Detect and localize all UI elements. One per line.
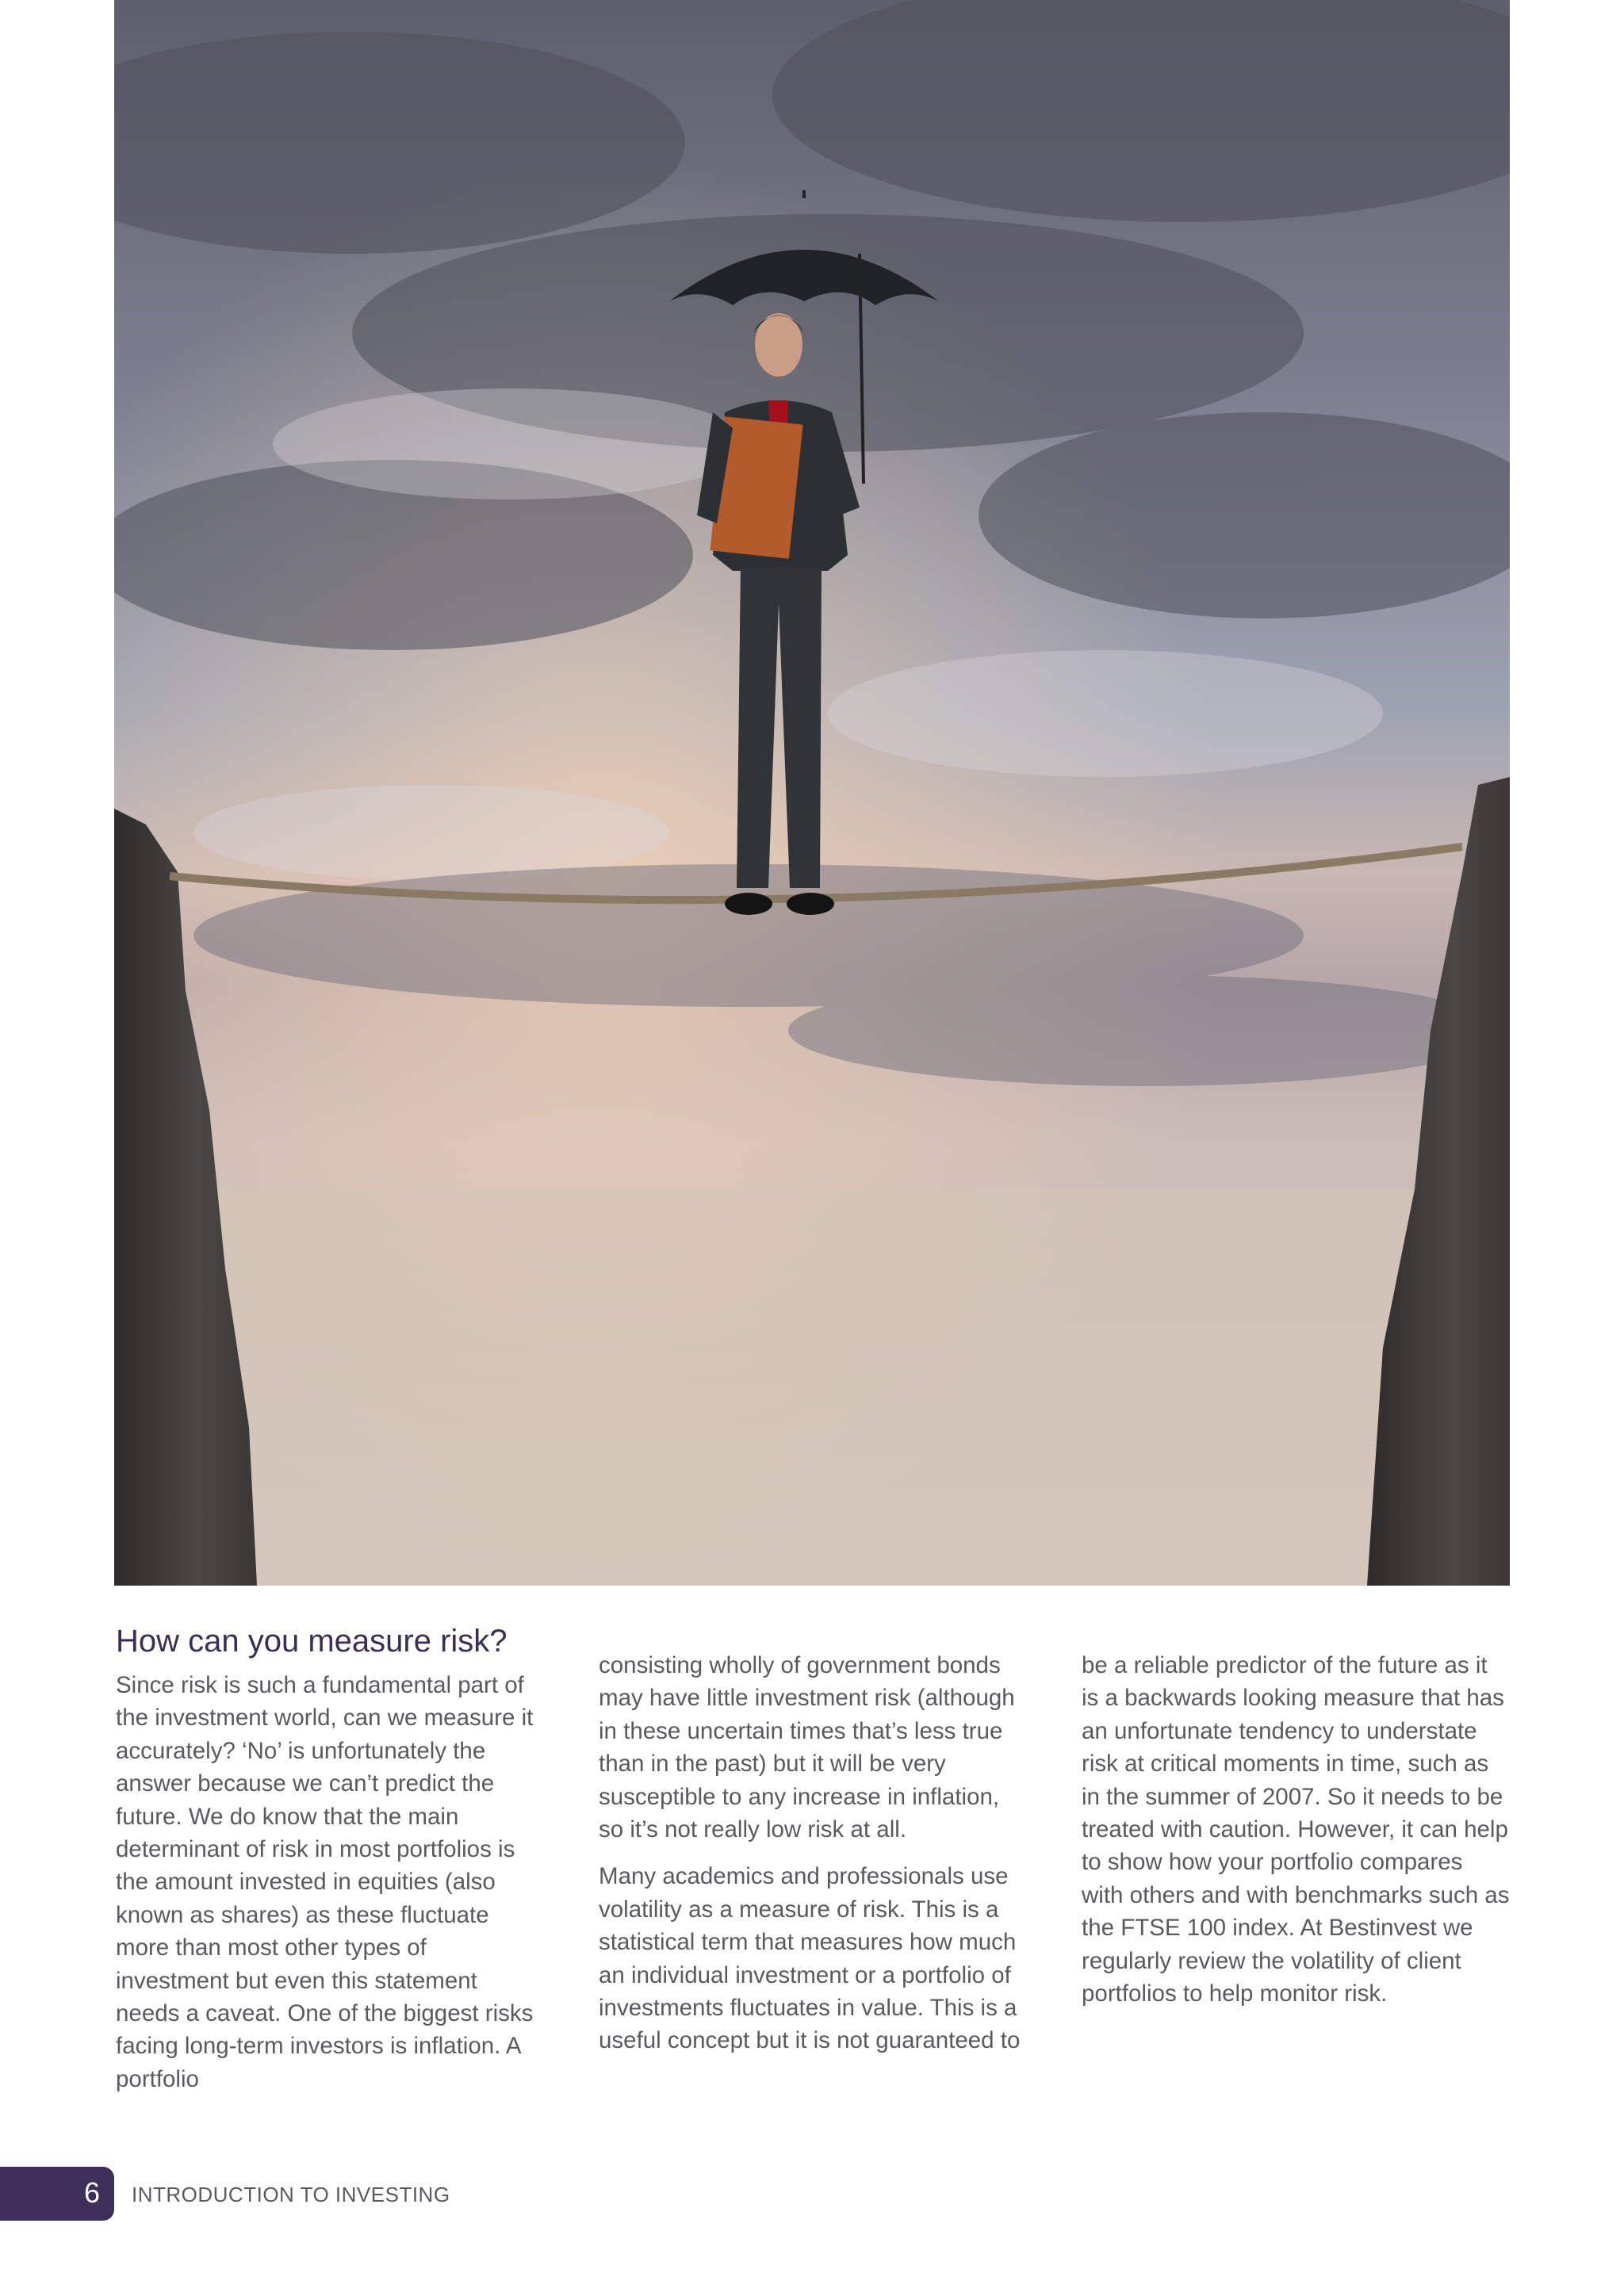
hero-photo-businessman-on-tightrope bbox=[114, 0, 1510, 1586]
body-paragraph: Since risk is such a fundamental part of the investment world, can we measure it accurately? ‘No’ is unfortunately the answer because we can’t predict the future. We do know that the main determinant of risk in most portfolios is the amount invested in equities (also known as shares) as these fluctuate more than most other types of investment but even this statement needs a caveat. One of the biggest risks facing long-term investors is inflation. A portfolio bbox=[116, 1672, 534, 2092]
body-paragraph: consisting wholly of government bonds may have little investment risk (although in these uncertain times that’s less true than in the past) but it will be very susceptible to any increase in inflation, so it’s not really low risk at all. bbox=[599, 1652, 1015, 1843]
body-paragraph: be a reliable predictor of the future as it is a backwards looking measure that has an unfortunate tendency to understate risk at critical moments in time, such as in the summer of 2007. So it needs to be treated with caution. However, it can help to show how your portfolio compares with others and with benchmarks such as the FTSE 100 index. At Bestinvest we regularly review the volatility of client portfolios to help monitor risk. bbox=[1082, 1652, 1510, 2007]
body-paragraph: Many academics and professionals use volatility as a measure of risk. This is a statistical term that measures how much an individual investment or a portfolio of investments fluctuates in value. This is a useful concept but it is not guaranteed to bbox=[599, 1863, 1021, 2054]
page-number-tab bbox=[0, 2167, 114, 2221]
page-number: 6 bbox=[83, 2176, 100, 2209]
text-column-1 bbox=[116, 1669, 544, 2110]
text-column-2 bbox=[599, 1649, 1027, 2072]
footer-section-label: INTRODUCTION TO INVESTING bbox=[132, 2183, 450, 2206]
text-column-3 bbox=[1082, 1649, 1510, 2024]
section-heading: How can you measure risk? bbox=[116, 1624, 508, 1659]
